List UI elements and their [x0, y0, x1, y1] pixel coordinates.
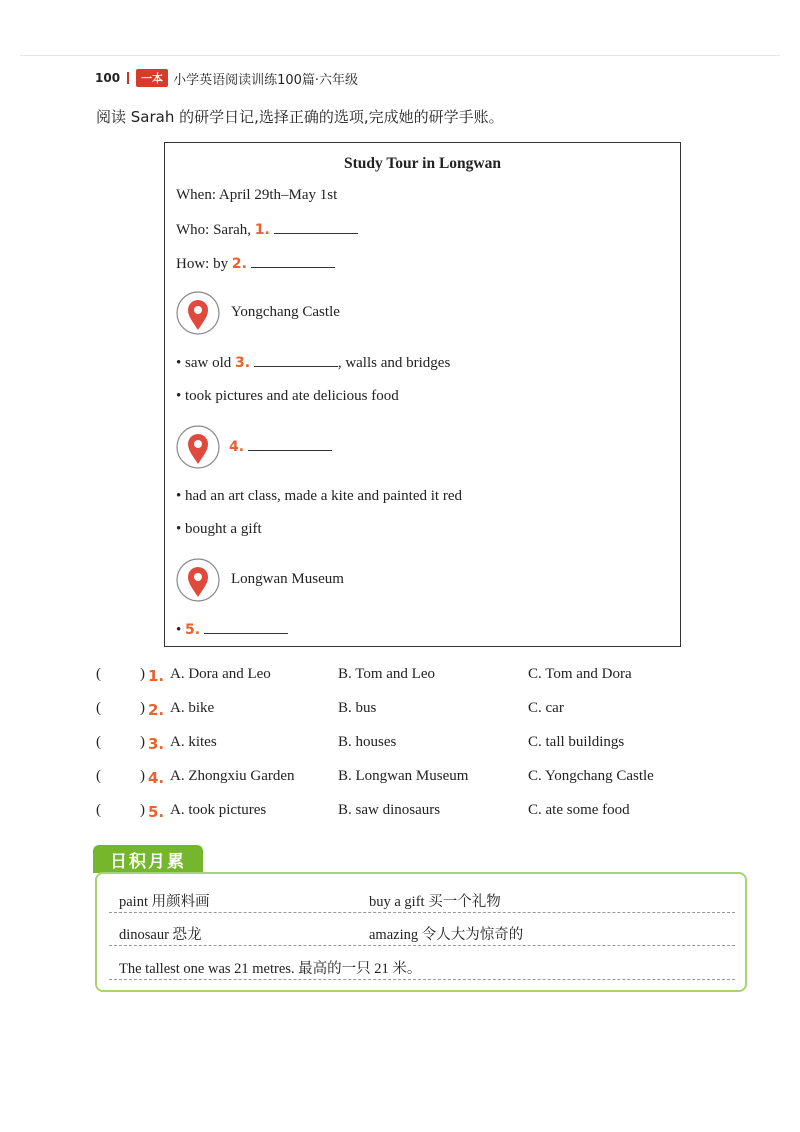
book-logo: 一本 [136, 69, 168, 87]
option-b[interactable]: B. bus [338, 700, 377, 716]
vocab-box [95, 872, 747, 992]
vocab-item: paint 用颜料画 [119, 894, 210, 910]
vocab-item: buy a gift 买一个礼物 [369, 894, 501, 910]
location-pin-icon [175, 557, 221, 603]
blank-number-5: 5. [185, 622, 201, 638]
diary-title: Study Tour in Longwan [344, 155, 501, 172]
who-line [176, 221, 358, 239]
place-3-name: Longwan Museum [231, 571, 344, 587]
place-1-bullet-2: • took pictures and ate delicious food [176, 388, 399, 404]
blank-number-2: 2. [231, 256, 247, 272]
answer-paren-open[interactable]: ( [96, 700, 101, 716]
option-a[interactable]: A. took pictures [170, 802, 267, 818]
how-value: by [213, 256, 229, 272]
book-title: 小学英语阅读训练100篇·六年级 [173, 72, 359, 88]
place-2-line [229, 438, 332, 456]
answer-paren-open[interactable]: ( [96, 734, 101, 750]
when-label: When: [176, 187, 216, 203]
option-a[interactable]: A. kites [170, 734, 217, 750]
how-label: How: [176, 256, 210, 272]
blank-number-4: 4. [229, 439, 245, 455]
vocab-item: amazing 令人大为惊奇的 [369, 927, 524, 943]
answer-paren-close: ) [140, 700, 145, 716]
question-number: 3. [148, 735, 165, 753]
option-b[interactable]: B. houses [338, 734, 397, 750]
question-number: 2. [148, 701, 165, 719]
option-c[interactable]: C. tall buildings [528, 734, 625, 750]
place-1-bullet-1 [176, 354, 450, 372]
answer-blank-3[interactable] [254, 354, 338, 367]
option-c[interactable]: C. Yongchang Castle [528, 768, 654, 784]
answer-blank-1[interactable] [274, 221, 358, 234]
when-line [176, 187, 337, 204]
header-divider [127, 72, 129, 84]
when-value: April 29th–May 1st [218, 187, 338, 203]
diary-box [164, 142, 681, 647]
answer-paren-open[interactable]: ( [96, 666, 101, 682]
vocab-divider [109, 912, 735, 913]
place-2-bullet-1: • had an art class, made a kite and painted it red [176, 488, 462, 504]
question-number: 4. [148, 769, 165, 787]
question-number: 1. [148, 667, 165, 685]
answer-paren-close: ) [140, 802, 145, 818]
option-a[interactable]: A. Dora and Leo [170, 666, 271, 682]
who-label: Who: [176, 222, 210, 238]
bullet-5: • [176, 622, 182, 638]
location-pin-icon [175, 424, 221, 470]
top-divider [20, 55, 780, 56]
answer-paren-open[interactable]: ( [96, 768, 101, 784]
place-2-bullet-2: • bought a gift [176, 521, 262, 537]
answer-blank-4[interactable] [248, 438, 332, 451]
option-c[interactable]: C. Tom and Dora [528, 666, 632, 682]
answer-paren-open[interactable]: ( [96, 802, 101, 818]
bullet-1-text-end: , walls and bridges [337, 355, 451, 371]
vocab-item: dinosaur 恐龙 [119, 927, 202, 943]
option-c[interactable]: C. ate some food [528, 802, 630, 818]
who-value: Sarah, [213, 222, 251, 238]
bullet-1-text: • saw old [176, 355, 232, 371]
how-line [176, 255, 335, 273]
vocab-tag: 日积月累 [93, 845, 203, 873]
vocab-divider [109, 945, 735, 946]
option-a[interactable]: A. bike [170, 700, 215, 716]
location-pin-icon [175, 290, 221, 336]
option-b[interactable]: B. Longwan Museum [338, 768, 469, 784]
page-number: 100 [95, 71, 121, 85]
blank-number-1: 1. [254, 222, 270, 238]
option-a[interactable]: A. Zhongxiu Garden [170, 768, 295, 784]
vocab-divider [109, 979, 735, 980]
question-number: 5. [148, 803, 165, 821]
answer-blank-5[interactable] [204, 621, 288, 634]
answer-paren-close: ) [140, 666, 145, 682]
option-b[interactable]: B. Tom and Leo [338, 666, 435, 682]
instruction-text: 阅读 Sarah 的研学日记,选择正确的选项,完成她的研学手账。 [96, 108, 504, 126]
blank-number-3: 3. [235, 355, 251, 371]
place-1-name: Yongchang Castle [231, 304, 340, 320]
vocab-sentence: The tallest one was 21 metres. 最高的一只 21 米。 [119, 961, 422, 977]
answer-paren-close: ) [140, 768, 145, 784]
option-b[interactable]: B. saw dinosaurs [338, 802, 441, 818]
answer-paren-close: ) [140, 734, 145, 750]
place-3-bullet-1 [176, 621, 288, 639]
option-c[interactable]: C. car [528, 700, 564, 716]
page-header [95, 68, 358, 88]
answer-blank-2[interactable] [251, 255, 335, 268]
